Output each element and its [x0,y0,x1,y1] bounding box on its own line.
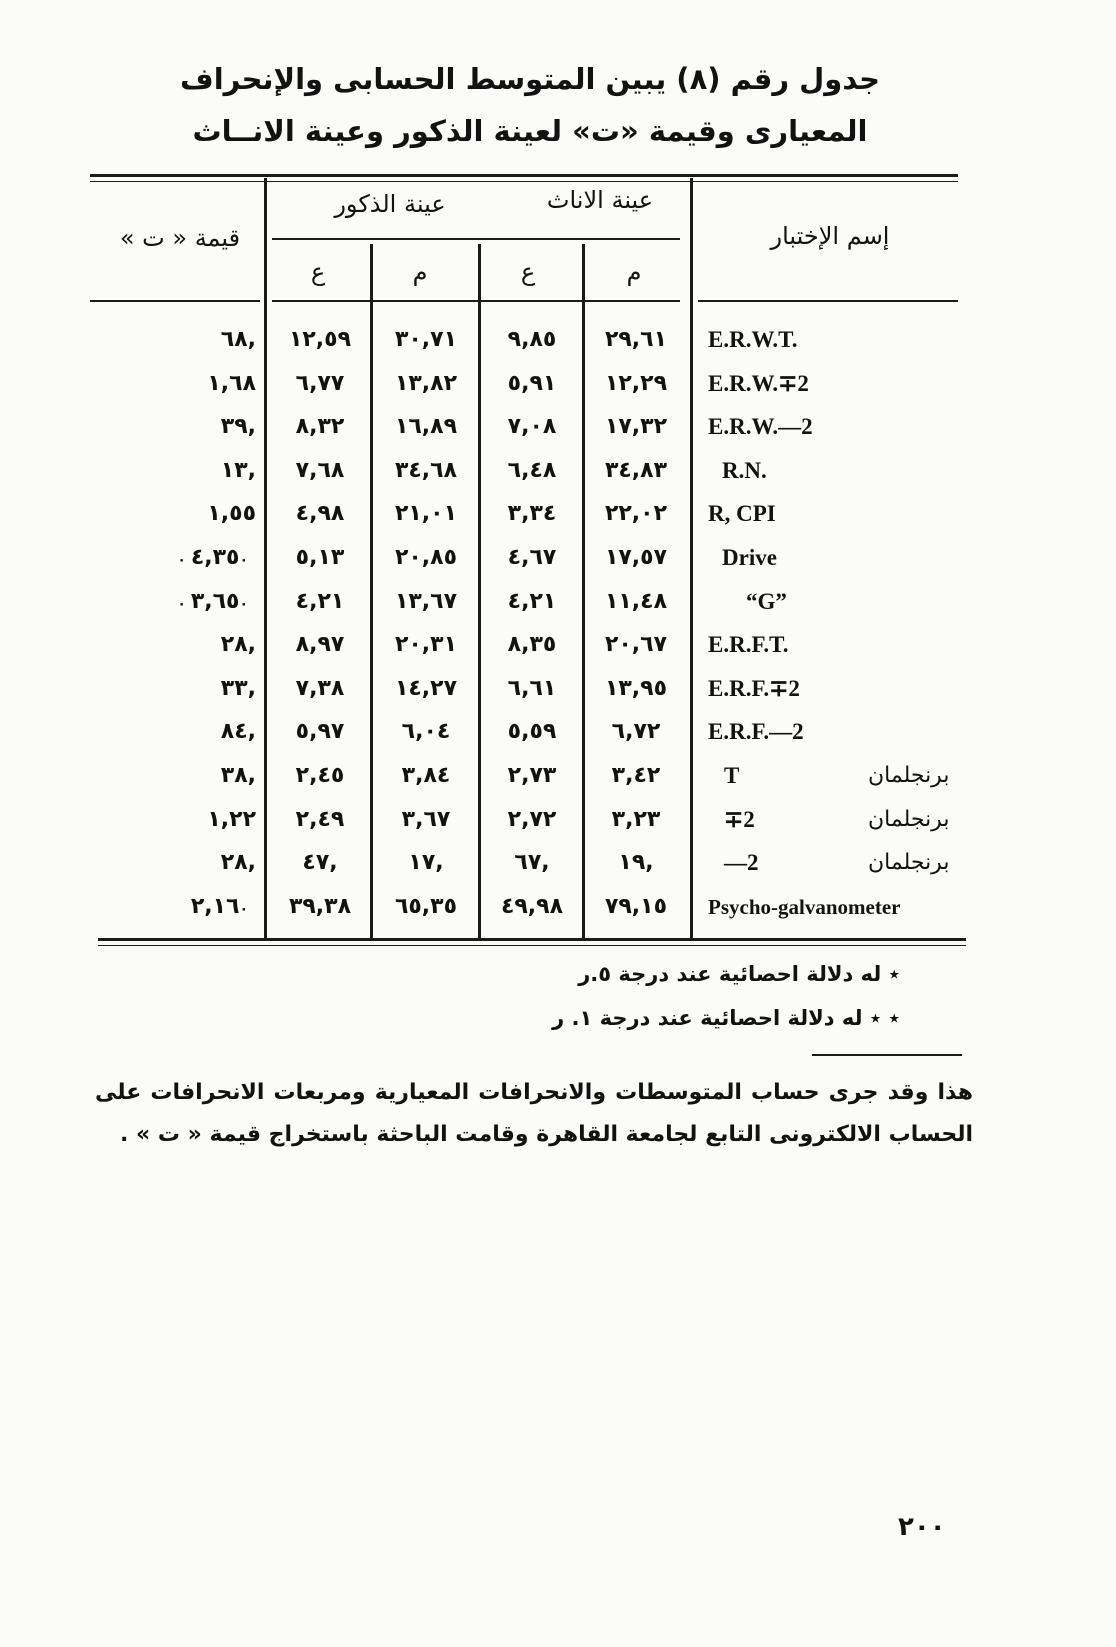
cell-males-sd: ٤,٢١ [295,589,345,614]
cell-males-sd: ٣٩,٣٨ [288,894,352,919]
cell-females-sd: ٩,٨٥ [507,327,557,352]
table-title-line2: المعيارى وقيمة «ت» لعينة الذكور وعينة الانــاث [192,114,868,148]
cell-t-value [110,885,256,929]
cell-males-mean: ٢٠,٨٥ [394,545,458,570]
cell-females-sd: ٥,٩١ [507,371,557,396]
t-value-number: ,٨٤ [220,719,256,744]
cell-females-mean: ٣,٢٣ [611,807,661,832]
cell-males-mean: ١٦,٨٩ [394,414,458,439]
cell-females-sd: ٣,٣٤ [507,501,557,526]
cell-males-mean: ١٣,٨٢ [394,371,458,396]
cell-females-sd: ٤,٦٧ [507,545,557,570]
cell-females-sd: ٨,٣٥ [507,632,557,657]
t-value-number: ,٢٨ [220,850,256,875]
header-males-sd: ع [310,258,326,286]
notes-separator [812,1054,962,1056]
note-1 [460,962,900,986]
cell-males-sd: ٤,٩٨ [295,501,345,526]
cell-males-mean: ٢١,٠١ [394,501,458,526]
table-bottom-rule [98,938,966,941]
cell-females-mean: ٧٩,١٥ [604,894,668,919]
cell-females-sd: ٦,٤٨ [507,458,557,483]
cell-females-mean: ١٢,٢٩ [604,371,668,396]
t-value-number: ,٦٨ [220,327,256,352]
cell-males-mean: ٣,٦٧ [401,807,451,832]
t-value-number: ١,٥٥ [207,501,256,526]
t-value-number: ١,٦٨ [207,371,256,396]
t-value-number: ٤,٣٥ [190,545,240,570]
table-top-rule-2 [90,181,958,182]
cell-females-mean: ٣,٤٢ [611,763,661,788]
cell-test-name: E.R.W.T. [708,327,798,352]
cell-females-mean: ٦,٧٢ [611,719,661,744]
t-value-number: ,٣٩ [220,414,256,439]
page-number: ٢٠٠ [898,1512,946,1542]
header-males: عينة الذكور [334,190,446,218]
cell-females-mean: ٢٠,٦٧ [604,632,668,657]
header-t-value: قيمة « ت » [119,224,241,252]
cell-test-prefix: برنجلمان [868,850,950,875]
t-value-number: ,٣٣ [220,676,256,701]
cell-females-sd: ٢,٧٣ [507,763,557,788]
header-bottom-rule-name [698,300,958,302]
cell-males-mean: ٢٠,٣١ [394,632,458,657]
cell-test-name: R, CPI [708,501,776,526]
header-females-sd: ع [520,258,536,286]
table-top-rule [90,174,958,177]
cell-test-name: E.R.F.T. [708,632,789,657]
header-bottom-rule-t [90,300,260,302]
cell-males-mean: ,١٧ [408,850,444,875]
cell-females-mean: ٣٤,٨٣ [604,458,668,483]
header-bottom-rule-cols [272,300,680,302]
cell-males-mean: ٣٠,٧١ [394,327,458,352]
cell-males-sd: ٢,٤٩ [295,807,345,832]
cell-t-value [110,362,256,406]
header-males-mean: م [412,258,428,286]
cell-test-name: ∓2 [724,807,755,832]
cell-t-value [110,449,256,493]
cell-females-mean: ٢٩,٦١ [604,327,668,352]
divider-males-females [478,244,481,940]
t-value-number: ١,٢٢ [207,807,256,832]
divider-males-sd-mean [370,244,373,940]
cell-males-sd: ٧,٦٨ [295,458,345,483]
cell-test-name: E.R.W.∓2 [708,371,809,396]
cell-males-sd: ١٢,٥٩ [288,327,352,352]
t-value-number: ,٣٨ [220,763,256,788]
t-value-number: ,٢٨ [220,632,256,657]
significance-mark: ٠ [239,901,248,917]
cell-males-mean: ١٣,٦٧ [394,589,458,614]
cell-t-value [110,623,256,667]
cell-test-prefix: برنجلمان [868,763,950,788]
cell-females-mean: ١٣,٩٥ [604,676,668,701]
table-title-line1: جدول رقم (٨) يبين المتوسط الحسابى والإنحراف [180,62,880,96]
divider-females-name [690,178,693,940]
cell-males-mean: ٦,٠٤ [401,719,451,744]
cell-females-sd: ٧,٠٨ [507,414,557,439]
note-2 [440,1006,900,1030]
note-2-text: له دلالة احصائية عند درجة ١. ر [552,1006,863,1030]
significance-mark: ٠ ٠ [177,552,248,568]
cell-females-sd: ٢,٧٢ [507,807,557,832]
note-1-text: له دلالة احصائية عند درجة ٥.ر [578,962,882,986]
cell-test-name: E.R.F.—2 [708,719,804,744]
cell-males-sd: ٨,٩٧ [295,632,345,657]
cell-males-sd: ٥,٩٧ [295,719,345,744]
header-females: عينة الاناث [546,186,654,214]
cell-males-sd: ٧,٣٨ [295,676,345,701]
cell-males-sd: ,٤٧ [302,850,338,875]
cell-females-mean: ٢٢,٠٢ [604,501,668,526]
cell-test-name: E.R.W.—2 [708,414,813,439]
cell-females-sd: ٦,٦١ [507,676,557,701]
cell-t-value [110,536,256,580]
cell-males-mean: ٣,٨٤ [401,763,451,788]
cell-test-name: R.N. [722,458,767,483]
cell-t-value [110,318,256,362]
divider-t-males [264,178,267,940]
cell-test-name: Drive [722,545,777,570]
cell-test-name: —2 [724,850,759,875]
table-bottom-rule-2 [98,945,966,946]
cell-test-name: T [724,763,740,788]
cell-t-value [110,405,256,449]
header-test-name: إسم الإختبار [770,222,890,250]
cell-test-name: Psycho-galvanometer [708,895,901,919]
cell-t-value [110,580,256,624]
cell-males-sd: ٦,٧٧ [295,371,345,396]
cell-females-mean: ١١,٤٨ [604,589,668,614]
cell-t-value [110,710,256,754]
cell-males-mean: ٦٥,٣٥ [394,894,458,919]
cell-males-sd: ٨,٣٢ [295,414,345,439]
cell-males-sd: ٢,٤٥ [295,763,345,788]
group-header-rule [272,238,680,240]
cell-females-sd: ٥,٥٩ [507,719,557,744]
cell-females-mean: ١٧,٥٧ [604,545,668,570]
cell-t-value [110,798,256,842]
cell-females-sd: ٤,٢١ [507,589,557,614]
note-2-mark: ٭ ٭ [869,1006,900,1030]
cell-males-mean: ١٤,٢٧ [394,676,458,701]
cell-t-value [110,667,256,711]
body-paragraph: هذا وقد جرى حساب المتوسطات والانحرافات المعيارية ومربعات الانحرافات على الحساب الالكترونى التابع لجامعة القاهرة وقامت الباحثة باستخراج قيمة « ت » . [95,1080,973,1147]
t-value-number: ,١٣ [220,458,256,483]
cell-t-value [110,841,256,885]
note-1-mark: ٭ [888,962,900,986]
cell-test-name: E.R.F.∓2 [708,676,800,701]
header-females-mean: م [626,258,642,286]
cell-test-prefix: برنجلمان [868,807,950,832]
significance-mark: ٠ ٠ [177,596,248,612]
cell-males-mean: ٣٤,٦٨ [394,458,458,483]
t-value-number: ٣,٦٥ [190,589,240,614]
cell-females-sd: ٤٩,٩٨ [500,894,564,919]
cell-females-mean: ١٧,٣٢ [604,414,668,439]
cell-males-sd: ٥,١٣ [295,545,345,570]
cell-test-name: “G” [746,589,787,614]
cell-females-sd: ,٦٧ [514,850,550,875]
cell-females-mean: ,١٩ [618,850,654,875]
t-value-number: ٢,١٦ [190,894,240,919]
cell-t-value [110,492,256,536]
cell-t-value [110,754,256,798]
divider-females-sd-mean [582,244,585,940]
